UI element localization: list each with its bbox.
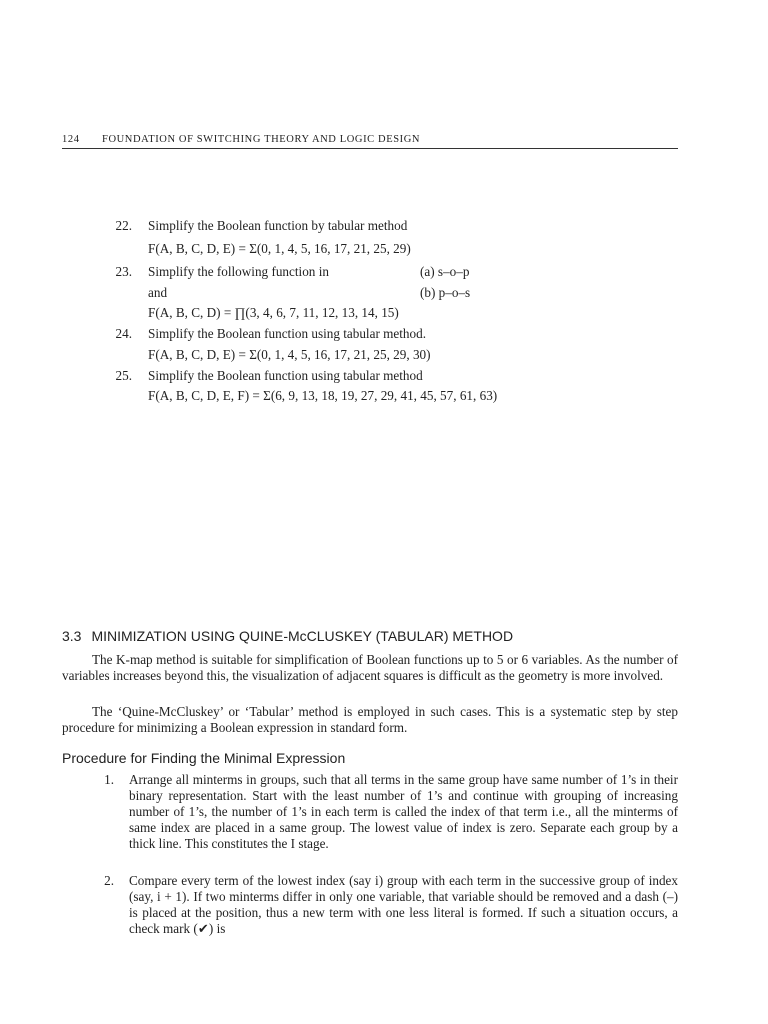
- section-title: MINIMIZATION USING QUINE-McCLUSKEY (TABULAR) METHOD: [91, 628, 514, 644]
- exercise-number: 22.: [115, 218, 132, 233]
- exercise-text: Simplify the Boolean function using tabular method.: [148, 326, 426, 341]
- exercise-number: 23.: [115, 264, 132, 279]
- step-text: Compare every term of the lowest index (say i) group with each term in the successive group of index (say, i + 1). If two minterms differ in only one variable, that variable should be removed and a dash (–) is placed at the position, thus a new term with one less literal is formed. If such a situation occurs, a check mark (✔) is: [129, 873, 678, 936]
- paragraph: The ‘Quine-McCluskey’ or ‘Tabular’ method is employed in such cases. This is a systematic step by step procedure for minimizing a Boolean expression in standard form.: [62, 704, 678, 735]
- exercise-text: Simplify the Boolean function using tabular method: [148, 368, 423, 383]
- subsection-heading: Procedure for Finding the Minimal Expression: [62, 750, 346, 766]
- exercise-option-a: (a) s–o–p: [420, 264, 470, 279]
- procedure-step-2: [62, 873, 678, 937]
- exercise-number: 25.: [115, 368, 132, 383]
- step-number: 1.: [104, 772, 114, 787]
- exercise-formula: F(A, B, C, D) = ∏(3, 4, 6, 7, 11, 12, 13, 14, 15): [148, 305, 399, 320]
- exercise-formula: F(A, B, C, D, E) = Σ(0, 1, 4, 5, 16, 17, 21, 25, 29, 30): [148, 347, 431, 362]
- exercise-option-b: (b) p–o–s: [420, 285, 471, 300]
- section-number: 3.3: [62, 628, 82, 644]
- step-number: 2.: [104, 873, 114, 888]
- exercise-number: 24.: [115, 326, 132, 341]
- procedure-step-1: [62, 772, 678, 852]
- exercise-formula: F(A, B, C, D, E) = Σ(0, 1, 4, 5, 16, 17, 21, 25, 29): [148, 241, 411, 256]
- exercise-formula: F(A, B, C, D, E, F) = Σ(6, 9, 13, 18, 19, 27, 29, 41, 45, 57, 61, 63): [148, 388, 498, 403]
- running-header: [62, 134, 678, 149]
- exercise-text: Simplify the Boolean function by tabular method: [148, 218, 408, 233]
- page-number: 124: [62, 134, 80, 145]
- exercise-text: Simplify the following function in: [148, 264, 329, 279]
- paragraph: The K-map method is suitable for simplification of Boolean functions up to 5 or 6 variables. As the number of variables increases beyond this, the visualization of adjacent squares is difficult as the geometry is more involved.: [62, 652, 678, 683]
- section-heading: [62, 627, 702, 645]
- exercise-text: and: [148, 285, 168, 300]
- running-title: FOUNDATION OF SWITCHING THEORY AND LOGIC DESIGN: [102, 134, 421, 145]
- step-text: Arrange all minterms in groups, such that all terms in the same group have same number of 1’s in their binary representation. Start with the least number of 1’s and continue with grouping of increasing number of 1’s, the number of 1’s in each term is called the index of that term i.e., all the minterms of same index are placed in a same group. The lowest value of index is zero. Separate each group by a thick line. This constitutes the I stage.: [129, 772, 678, 851]
